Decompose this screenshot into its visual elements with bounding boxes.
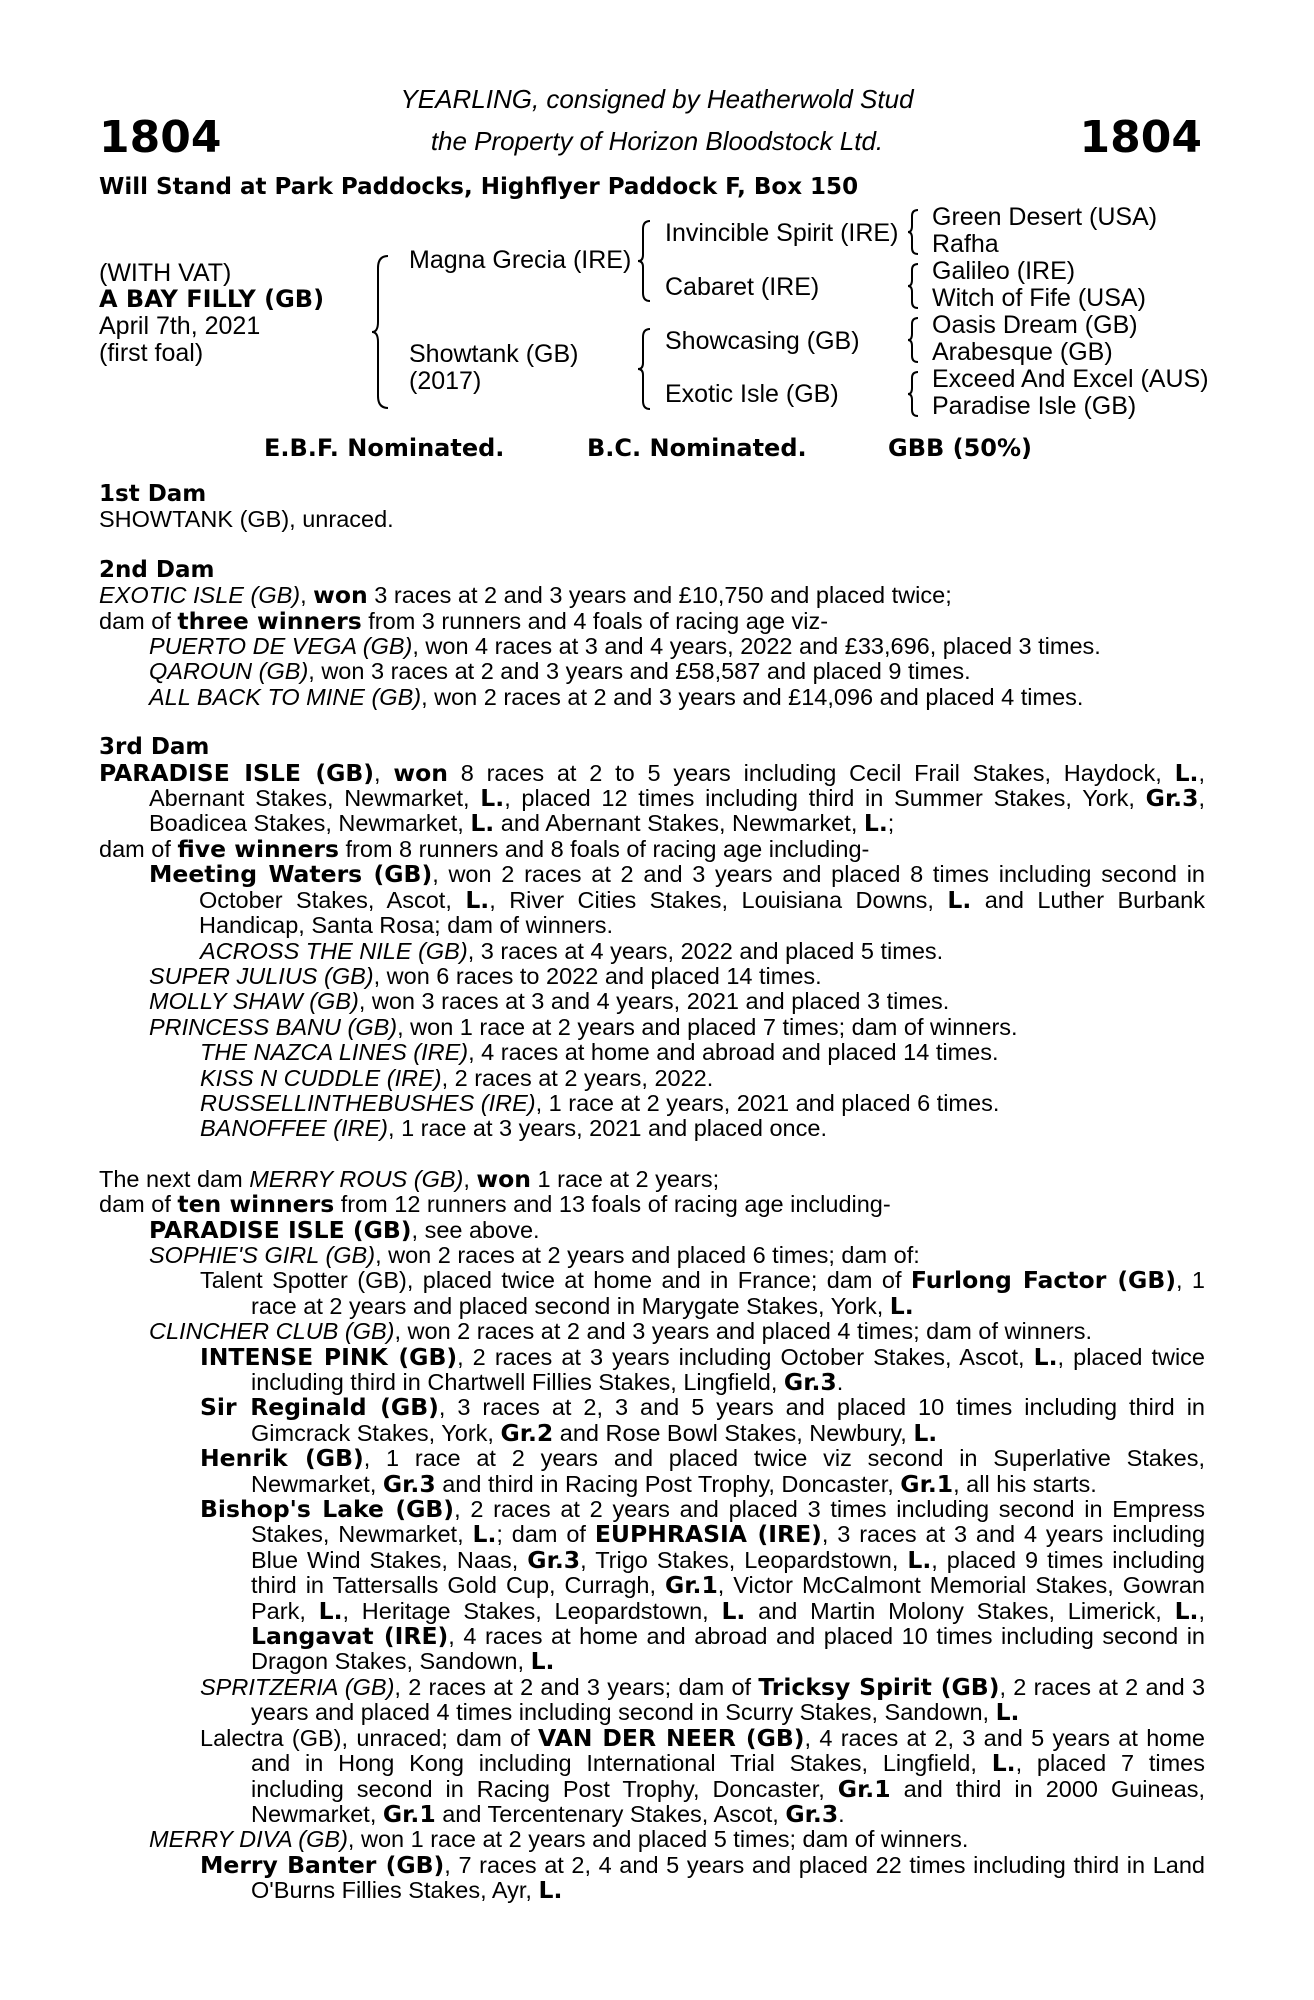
section-heading-3rd-dam: 3rd Dam (99, 734, 210, 761)
list-item: Bishop's Lake (GB), 2 races at 2 years and placed 3 times including second in Empress Stakes, Newmarket, L.; dam of EUPHRASIA (IRE), 3 races at 3 and 4 years including Blue Wind Stakes, Naas, Gr.3, Trigo Stakes, Leopardstown, L., placed 9 times including third in Tattersalls Gold Cup, Curragh, Gr.1, Victor McCalmont Memorial Stakes, Gowran Park, L., Heritage Stakes, Leopardstown, L. and Martin Molony Stakes, Limerick, L., Langavat (IRE), 4 races at home and abroad and placed 10 times including second in Dragon Stakes, Sandown, L. (200, 1495, 1206, 1676)
pedigree-dam: Showtank (GB) (409, 340, 579, 368)
pedigree-bracket-ss (906, 208, 922, 256)
pedigree-sdd: Witch of Fife (USA) (932, 284, 1146, 312)
lot-number-left: 1804 (99, 112, 222, 163)
horse-name: A BAY FILLY (GB) (99, 285, 325, 313)
list-item: Lalectra (GB), unraced; dam of VAN DER NEER (GB), 4 races at 2, 3 and 5 years at home and in Hong Kong including International Trial Stakes, Lingfield, L., placed 7 times including second in Racing Post Trophy, Doncaster, Gr.1 and third in 2000 Guineas, Newmarket, Gr.1 and Tercentenary Stakes, Ascot, Gr.3. (200, 1723, 1206, 1828)
list-item: KISS N CUDDLE (IRE), 2 races at 2 years, 2022. (200, 1064, 714, 1091)
next-dam-produce-summary: dam of ten winners from 12 runners and 13 foals of racing age including- (99, 1190, 891, 1219)
foal-note: (first foal) (99, 339, 204, 367)
catalogue-body (99, 482, 1205, 1904)
ebf-nomination: E.B.F. Nominated. (264, 434, 505, 462)
list-item: BANOFFEE (IRE), 1 race at 3 years, 2021 and placed once. (200, 1115, 827, 1142)
pedigree-bracket-sd (906, 262, 922, 310)
list-item: Sir Reginald (GB), 3 races at 2, 3 and 5 years and placed 10 times including third in Gimcrack Stakes, York, Gr.2 and Rose Bowl Stakes, Newbury, L. (200, 1393, 1205, 1447)
lot-number-right: 1804 (1079, 112, 1202, 163)
pedigree-ddd: Paradise Isle (GB) (932, 392, 1137, 420)
third-dam-produce-summary: dam of five winners from 8 runners and 8 foals of racing age including- (99, 834, 870, 863)
pedigree-dam-dam: Exotic Isle (GB) (665, 380, 839, 408)
pedigree-dds: Exceed And Excel (AUS) (932, 365, 1209, 393)
list-item: MOLLY SHAW (GB), won 3 races at 3 and 4 years, 2021 and placed 3 times. (149, 988, 950, 1015)
foaling-date: April 7th, 2021 (99, 312, 261, 340)
list-item: SUPER JULIUS (GB), won 6 races to 2022 and placed 14 times. (149, 962, 822, 989)
first-dam-line: SHOWTANK (GB), unraced. (99, 506, 394, 533)
list-item: INTENSE PINK (GB), 2 races at 3 years including October Stakes, Ascot, L., placed twice including third in Chartwell Fillies Stakes, Lingfield, Gr.3. (200, 1342, 1205, 1396)
list-item: PARADISE ISLE (GB), see above. (149, 1215, 540, 1244)
bc-nomination: B.C. Nominated. (587, 434, 807, 462)
gbb-note: GBB (50%) (888, 434, 1033, 462)
pedigree-sire: Magna Grecia (IRE) (409, 246, 632, 274)
list-item: ALL BACK TO MINE (GB), won 2 races at 2 and 3 years and £14,096 and placed 4 times. (149, 683, 1084, 710)
list-item: CLINCHER CLUB (GB), won 2 races at 2 and 3 years and placed 4 times; dam of winners. (149, 1318, 1093, 1345)
pedigree-sire-sire: Invincible Spirit (IRE) (665, 219, 899, 247)
pedigree-ssd: Rafha (932, 230, 999, 258)
list-item: Meeting Waters (GB), won 2 races at 2 and 3 years and placed 8 times including second in October Stakes, Ascot, L., River Cities Stakes, Louisiana Downs, L. and Luther Burbank Handicap, Santa Rosa; dam of winners. (149, 860, 1205, 939)
list-item: Talent Spotter (GB), placed twice at home and in France; dam of Furlong Factor (GB), 1 race at 2 years and placed second in Marygate Stakes, York, L. (200, 1266, 1205, 1320)
consignor-line: YEARLING, consigned by Heatherwold Stud (400, 84, 914, 114)
list-item: QAROUN (GB), won 3 races at 2 and 3 years and £58,587 and placed 9 times. (149, 658, 971, 685)
pedigree-sss: Green Desert (USA) (932, 203, 1158, 231)
second-dam-produce-summary: dam of three winners from 3 runners and 4 foals of racing age viz- (99, 606, 829, 635)
pedigree-bracket-ds (906, 316, 922, 364)
third-dam-line: PARADISE ISLE (GB), won 8 races at 2 to 5 years including Cecil Frail Stakes, Haydock, L., Abernant Stakes, Newmarket, L., placed 12 times including third in Summer Stakes, York, Gr.3, Boadicea Stakes, Newmarket, L. and Abernant Stakes, Newmarket, L.; (99, 758, 1205, 838)
vat-note: (WITH VAT) (99, 259, 232, 287)
pedigree-dsd: Arabesque (GB) (932, 338, 1113, 366)
list-item: MERRY DIVA (GB), won 1 race at 2 years and placed 5 times; dam of winners. (149, 1826, 969, 1853)
list-item: ACROSS THE NILE (GB), 3 races at 4 years, 2022 and placed 5 times. (200, 937, 944, 964)
list-item: THE NAZCA LINES (IRE), 4 races at home and abroad and placed 14 times. (200, 1039, 999, 1066)
pedigree-dam-year: (2017) (409, 367, 482, 395)
pedigree-sire-dam: Cabaret (IRE) (665, 273, 820, 301)
property-line: the Property of Horizon Bloodstock Ltd. (430, 126, 884, 156)
pedigree-dam-sire: Showcasing (GB) (665, 327, 860, 355)
section-heading-2nd-dam: 2nd Dam (99, 556, 215, 583)
pedigree-bracket-dd (906, 370, 922, 418)
list-item: SPRITZERIA (GB), 2 races at 2 and 3 years; dam of Tricksy Spirit (GB), 2 races at 2 and 3 years and placed 4 times including second in Scurry Stakes, Sandown, L. (200, 1672, 1206, 1727)
pedigree-bracket-dam (636, 327, 654, 411)
stand-location: Will Stand at Park Paddocks, Highflyer Paddock F, Box 150 (99, 174, 859, 200)
pedigree-sds: Galileo (IRE) (932, 257, 1076, 285)
section-heading-1st-dam: 1st Dam (99, 481, 207, 507)
list-item: PRINCESS BANU (GB), won 1 race at 2 years and placed 7 times; dam of winners. (149, 1013, 1018, 1040)
list-item: PUERTO DE VEGA (GB), won 4 races at 3 and 4 years, 2022 and £33,696, placed 3 times. (149, 633, 1101, 660)
list-item: Merry Banter (GB), 7 races at 2, 4 and 5 years and placed 22 times including third in Land O'Burns Fillies Stakes, Ayr, L. (200, 1850, 1205, 1905)
list-item: Henrik (GB), 1 race at 2 years and placed twice viz second in Superlative Stakes, Newmarket, Gr.3 and third in Racing Post Trophy, Doncaster, Gr.1, all his starts. (200, 1444, 1205, 1498)
pedigree-bracket-main (370, 254, 394, 410)
pedigree-bracket-sire (636, 219, 654, 303)
list-item: SOPHIE'S GIRL (GB), won 2 races at 2 years and placed 6 times; dam of: (149, 1241, 920, 1268)
second-dam-line: EXOTIC ISLE (GB), won 3 races at 2 and 3 years and £10,750 and placed twice; (99, 581, 952, 610)
next-dam-line: The next dam MERRY ROUS (GB), won 1 race at 2 years; (99, 1164, 720, 1193)
pedigree-dss: Oasis Dream (GB) (932, 311, 1138, 339)
list-item: RUSSELLINTHEBUSHES (IRE), 1 race at 2 years, 2021 and placed 6 times. (200, 1089, 1000, 1116)
